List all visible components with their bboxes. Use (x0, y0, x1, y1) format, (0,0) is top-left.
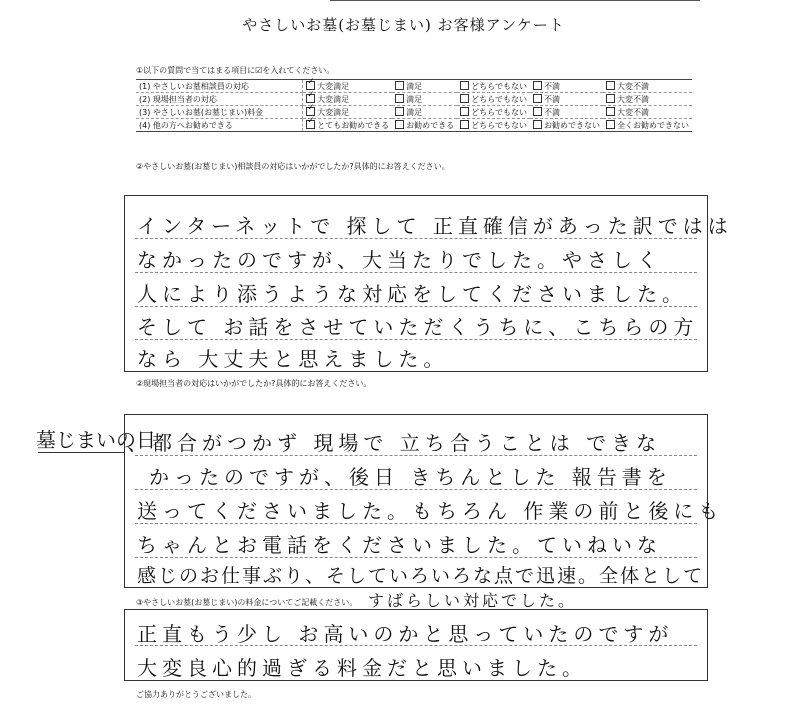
checked-box-icon[interactable] (306, 81, 315, 90)
checkbox-icon[interactable] (395, 81, 404, 90)
survey-option[interactable] (392, 119, 457, 132)
survey-question: (1) やさしいお墓相談員の対応 (136, 80, 303, 93)
survey-option[interactable] (457, 119, 530, 132)
survey-option-label: とてもお勧めできる (317, 120, 390, 130)
survey-option[interactable] (392, 93, 457, 106)
survey-option-label: 不満 (544, 94, 560, 104)
checkbox-icon[interactable] (606, 94, 615, 103)
q3-line-1: 、都合がつかず 現場で 立ち合うことは できな (127, 431, 662, 455)
survey-option-label: 満足 (406, 107, 423, 117)
q2-answer-box (124, 195, 733, 372)
q3-margin-note: 墓じまいの日 (36, 428, 156, 452)
q3-line-3: 送ってくださいました。もちろん 作業の前と後にも (137, 499, 724, 523)
q3-prompt: ②現場担当者の対応はいかがでしたか?具体的にお答えください。 (136, 379, 372, 388)
survey-option[interactable] (530, 80, 603, 93)
survey-option[interactable] (530, 119, 603, 132)
checkbox-icon[interactable] (460, 107, 469, 116)
survey-option[interactable] (603, 93, 692, 106)
survey-option[interactable] (603, 106, 692, 119)
q4-answer-box (124, 609, 708, 681)
survey-option-label: どちらでもない (471, 120, 527, 130)
survey-option[interactable] (603, 119, 692, 132)
survey-option-label: 大変満足 (317, 81, 350, 91)
checked-box-icon[interactable] (306, 94, 315, 103)
survey-option[interactable] (303, 80, 393, 93)
q2-line-3: 人により添うような対応をしてくださいました。 (137, 282, 687, 306)
survey-option[interactable] (603, 80, 692, 93)
survey-row (136, 93, 692, 106)
q4-line-2: 大変良心的過ぎる料金だと思いました。 (137, 656, 587, 680)
survey-question: (2) 現場担当者の対応 (136, 93, 303, 106)
survey-option-label: どちらでもない (471, 107, 527, 117)
survey-option-label: 大変不満 (617, 107, 649, 117)
checkbox-icon[interactable] (460, 94, 469, 103)
q2-prompt: ②やさしいお墓(お墓じまい)相談員の対応はいかがでしたか?具体的にお答えください。 (136, 162, 450, 171)
checkbox-icon[interactable] (606, 81, 615, 90)
margin-note-underline (38, 452, 124, 453)
survey-option[interactable] (457, 106, 530, 119)
q2-line-2: なかったのですが、大当たりでした。やさしく (137, 248, 662, 272)
q3-answer-box (124, 414, 724, 588)
survey-option-label: どちらでもない (471, 94, 527, 104)
survey-option-label: どちらでもない (471, 81, 527, 91)
q2-line-1: インターネットで 探して 正直確信があった訳ではは (137, 214, 733, 238)
q2-line-4: そして お話をさせていただくうちに、こちらの方 (137, 315, 699, 339)
q4-line-1: 正直もう少し お高いのかと思っていたのですが (137, 622, 674, 646)
checkbox-icon[interactable] (606, 120, 615, 129)
q3-line-4: ちゃんとお電話をくださいました。ていねいな (137, 533, 662, 557)
survey-option-label: 不満 (544, 81, 560, 91)
survey-option-label: 大変不満 (617, 81, 649, 91)
survey-option[interactable] (530, 106, 603, 119)
checkbox-icon[interactable] (606, 107, 615, 116)
q2-line-5: なら 大丈夫と思えました。 (137, 347, 449, 371)
survey-option-label: 不満 (544, 107, 560, 117)
survey-option[interactable] (392, 106, 457, 119)
q3-line-5: 感じのお仕事ぶり、そしていろいろな点で迅速。全体として (137, 565, 705, 587)
checkbox-icon[interactable] (395, 94, 404, 103)
survey-option-label: 大変満足 (317, 94, 350, 104)
survey-option[interactable] (303, 93, 393, 106)
page-title: やさしいお墓(お墓じまい) お客様アンケート (242, 16, 565, 34)
checkbox-icon[interactable] (395, 120, 404, 129)
survey-table (136, 79, 692, 132)
survey-row (136, 80, 692, 93)
survey-option[interactable] (303, 119, 393, 132)
q3-line-2: かったのですが、後日 きちんとした 報告書を (149, 465, 672, 489)
survey-option-label: 満足 (406, 81, 423, 91)
closing-note: ご協力ありがとうございました。 (136, 690, 256, 699)
survey-option-label: 満足 (406, 94, 423, 104)
survey-option-label: 全くお勧めできない (617, 120, 689, 130)
survey-question: (3) やさしいお墓(お墓じまい)料金 (136, 106, 303, 119)
survey-option[interactable] (303, 106, 393, 119)
checkbox-icon[interactable] (533, 120, 542, 129)
checkbox-icon[interactable] (533, 94, 542, 103)
checked-box-icon[interactable] (306, 120, 315, 129)
survey-option-label: お勧めできない (544, 120, 600, 130)
survey-row (136, 106, 692, 119)
checkbox-icon[interactable] (395, 107, 404, 116)
checkbox-icon[interactable] (533, 107, 542, 116)
survey-option-label: お勧めできる (406, 120, 455, 130)
q1-instruction: ①以下の質問で当てはまる項目に☑を入れてください。 (136, 66, 335, 75)
checkbox-icon[interactable] (460, 81, 469, 90)
checked-box-icon[interactable] (306, 107, 315, 116)
q4-prompt: ③やさしいお墓(お墓じまい)の料金についてご記載ください。 (136, 598, 358, 607)
survey-question: (4) 他の方へお勧めできる (136, 119, 303, 132)
survey-option[interactable] (530, 93, 603, 106)
survey-row (136, 119, 692, 132)
survey-option-label: 大変満足 (317, 107, 350, 117)
survey-option[interactable] (392, 80, 457, 93)
survey-option[interactable] (457, 93, 530, 106)
checkbox-icon[interactable] (460, 120, 469, 129)
survey-option-label: 大変不満 (617, 94, 649, 104)
top-rule (330, 0, 700, 1)
checkbox-icon[interactable] (533, 81, 542, 90)
q3-overflow-text: すばらしい対応でした。 (368, 591, 578, 610)
survey-option[interactable] (457, 80, 530, 93)
